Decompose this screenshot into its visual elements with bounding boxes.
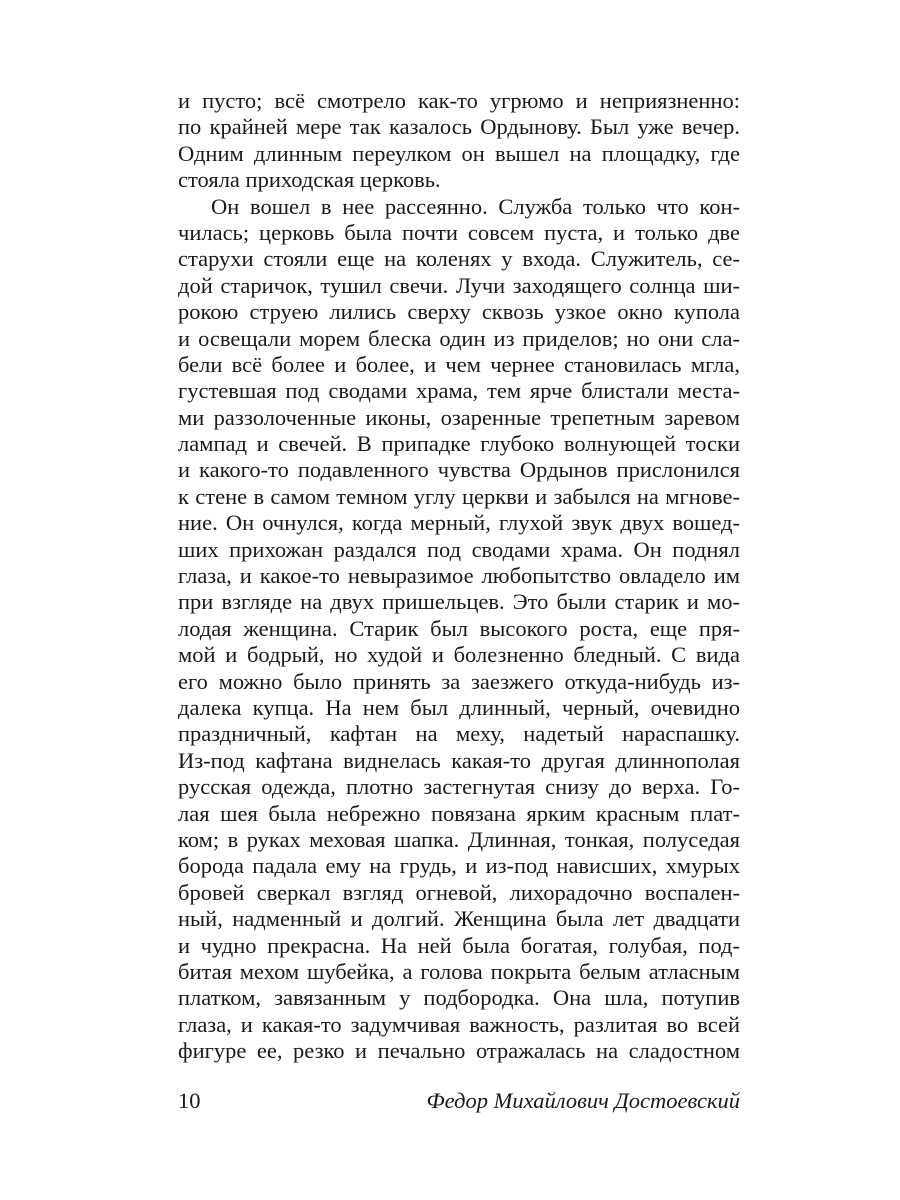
text-line: лодая женщина. Старик был высокого роста, еще пря- [178, 615, 740, 641]
text-line: и чудно прекрасна. На ней была богатая, голубая, под- [178, 932, 740, 958]
text-line: и освещали морем блеска один из приделов; но они сла- [178, 325, 740, 351]
text-line: ми раззолоченные иконы, озаренные трепетным заревом [178, 404, 740, 430]
text-line: густевшая под сводами храма, тем ярче блистали места- [178, 378, 740, 404]
page-number: 10 [178, 1088, 201, 1113]
text-line: старухи стояли еще на коленях у входа. Служитель, се- [178, 246, 740, 272]
text-line: ный, надменный и долгий. Женщина была лет двадцати [178, 906, 740, 932]
text-line: дой старичок, тушил свечи. Лучи заходящего солнца ши- [178, 272, 740, 298]
text-line: борода падала ему на грудь, и из-под нависших, хмурых [178, 853, 740, 879]
text-line: чилась; церковь была почти совсем пуста, и только две [178, 219, 740, 245]
text-line: стояла приходская церковь. [178, 167, 441, 193]
text-line: ние. Он очнулся, когда мерный, глухой звук двух вошед- [178, 510, 740, 536]
running-footer-author: Федор Михайлович Достоевский [426, 1088, 740, 1113]
text-line: лампад и свечей. В припадке глубоко волнующей тоски [178, 431, 740, 457]
text-line: бели всё более и более, и чем чернее становилась мгла, [178, 351, 740, 377]
text-line: ших прихожан раздался под сводами храма. Он поднял [178, 536, 740, 562]
text-line: ком; в руках меховая шапка. Длинная, тонкая, полуседая [178, 826, 740, 852]
text-line: битая мехом шубейка, а голова покрыта белым атласным [178, 958, 740, 984]
text-line: Одним длинным переулком он вышел на площадку, где [178, 140, 740, 166]
text-line: Из-под кафтана виднелась какая-то другая длиннополая [178, 747, 740, 773]
text-line: по крайней мере так казалось Ордынову. Был уже вечер. [178, 114, 740, 140]
text-line: русская одежда, плотно застегнутая снизу до верха. Го- [178, 774, 740, 800]
text-line: при взгляде на двух пришельцев. Это были старик и мо- [178, 589, 740, 615]
text-line: платком, завязанным у подбородка. Она шла, потупив [178, 985, 740, 1011]
text-line: далека купца. На нем был длинный, черный, очевидно [178, 694, 740, 720]
text-line: и пусто; всё смотрело как-то угрюмо и неприязненно: [178, 88, 740, 113]
text-line: к стене в самом темном углу церкви и забылся на мгнове- [178, 483, 740, 509]
text-line: и какого-то подавленного чувства Ордынов прислонился [178, 457, 740, 483]
text-line: глаза, и какая-то задумчивая важность, разлитая во всей [178, 1011, 740, 1037]
text-line: глаза, и какое-то невыразимое любопытство овладело им [178, 563, 740, 589]
body-text [178, 88, 740, 1064]
page-footer [178, 1086, 740, 1116]
text-line: фигуре ее, резко и печально отражалась на сладостном [178, 1038, 740, 1064]
text-line: бровей сверкал взгляд огневой, лихорадочно воспален- [178, 879, 740, 905]
text-line: лая шея была небрежно повязана ярким красным плат- [178, 800, 740, 826]
text-line: праздничный, кафтан на меху, надетый нараспашку. [178, 721, 740, 747]
text-line: его можно было принять за заезжего откуда-нибудь из- [178, 668, 740, 694]
text-line: мой и бодрый, но худой и болезненно бледный. С вида [178, 642, 740, 668]
text-line: рокою струею лились сверху сквозь узкое окно купола [178, 299, 740, 325]
text-line: Он вошел в нее рассеянно. Служба только что кон- [211, 193, 740, 219]
